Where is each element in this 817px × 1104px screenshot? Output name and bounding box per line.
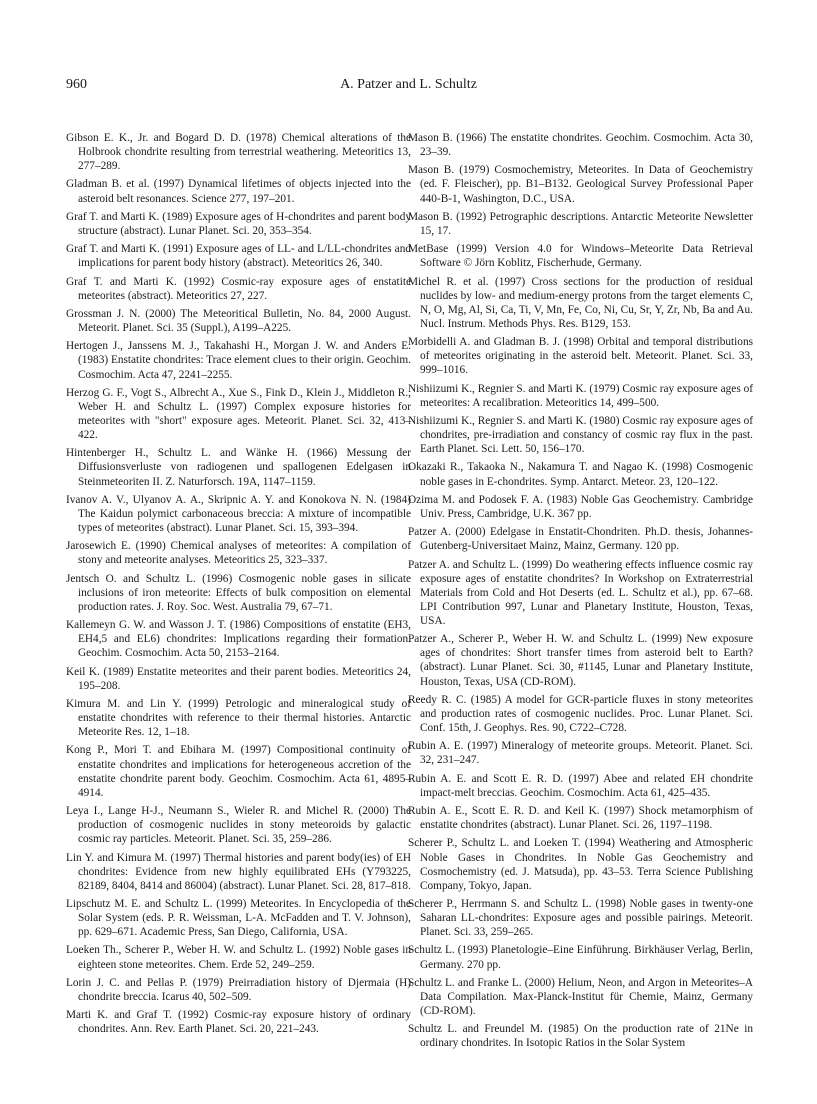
- reference-entry: Lipschutz M. E. and Schultz L. (1999) Meteorites. In Encyclopedia of the Solar System (eds. P. R. Weissman, L-A. McFadden and T. V. Johnson), pp. 629–671. Academic Press, San Diego, California, USA.: [66, 897, 411, 939]
- reference-entry: Mason B. (1992) Petrographic descriptions. Antarctic Meteorite Newsletter 15, 17.: [408, 210, 753, 237]
- reference-entry: Hintenberger H., Schultz L. and Wänke H. (1966) Messung der Diffusionsverluste von radiogenen und spallogenen Edelgasen in Steinmeteoriten II. Z. Naturforsch. 19A, 1147–1159.: [66, 447, 411, 488]
- reference-entry: Herzog G. F., Vogt S., Albrecht A., Xue S., Fink D., Klein J., Middleton R., Weber H. and Schultz L. (1997) Complex exposure histories for meteorites with "short" exposure ages. Meteorit. Planet. Sci. 32, 413–422.: [66, 386, 411, 442]
- reference-entry: Scherer P., Herrmann S. and Schultz L. (1998) Noble gases in twenty-one Saharan LL-chondrites: Exposure ages and possible pairings. Meteorit. Planet. Sci. 33, 259–265.: [408, 897, 753, 939]
- reference-entry: Graf T. and Marti K. (1992) Cosmic-ray exposure ages of enstatite meteorites (abstract). Meteoritics 27, 227.: [66, 275, 411, 302]
- reference-entry: Patzer A. (2000) Edelgase in Enstatit-Chondriten. Ph.D. thesis, Johannes-Gutenberg-Universitaet Mainz, Mainz, Germany. 120 pp.: [408, 526, 753, 553]
- reference-entry: Gibson E. K., Jr. and Bogard D. D. (1978) Chemical alterations of the Holbrook chondrite resulting from terrestrial weathering. Meteoritics 13, 277–289.: [66, 132, 411, 173]
- reference-entry: Ozima M. and Podosek F. A. (1983) Noble Gas Geochemistry. Cambridge Univ. Press, Cambridge, U.K. 367 pp.: [408, 493, 753, 520]
- references-right-column: [408, 131, 753, 1055]
- reference-entry: Kallemeyn G. W. and Wasson J. T. (1986) Compositions of enstatite (EH3, EH4,5 and EL6) chondrites: Implications regarding their formation. Geochim. Cosmochim. Acta 50, 2153–2164.: [66, 619, 411, 660]
- reference-entry: Nishiizumi K., Regnier S. and Marti K. (1979) Cosmic ray exposure ages of meteorites: A recalibration. Meteoritics 14, 499–500.: [408, 382, 753, 409]
- running-head: A. Patzer and L. Schultz: [340, 77, 477, 92]
- reference-entry: Mason B. (1979) Cosmochemistry, Meteorites. In Data of Geochemistry (ed. F. Fleischer), pp. B1–B132. Geological Survey Professional Paper 440-B-1, Washington, D.C., USA.: [408, 164, 753, 205]
- reference-entry: Grossman J. N. (2000) The Meteoritical Bulletin, No. 84, 2000 August. Meteorit. Planet. Sci. 35 (Suppl.), A199–A225.: [66, 307, 411, 335]
- reference-entry: Patzer A. and Schultz L. (1999) Do weathering effects influence cosmic ray exposure ages of enstatite chondrites? In Workshop on Extraterrestrial Materials from Cold and Hot Deserts (ed. L. Schultz et al.), pp. 67–68. LPI Contribution 997, Lunar and Planetary Institute, Houston, Texas, USA.: [408, 558, 753, 627]
- reference-entry: Loeken Th., Scherer P., Weber H. W. and Schultz L. (1992) Noble gases in eighteen stone meteorites. Chem. Erde 52, 249–259.: [66, 944, 411, 971]
- reference-entry: Schultz L. and Franke L. (2000) Helium, Neon, and Argon in Meteorites–A Data Compilation. Max-Planck-Institut für Chemie, Mainz, Germany (CD-ROM).: [408, 976, 753, 1017]
- reference-entry: Mason B. (1966) The enstatite chondrites. Geochim. Cosmochim. Acta 30, 23–39.: [408, 132, 753, 159]
- reference-entry: Kimura M. and Lin Y. (1999) Petrologic and mineralogical study of enstatite chondrites with reference to their thermal histories. Antarctic Meteorite Res. 12, 1–18.: [66, 698, 411, 739]
- reference-entry: Rubin A. E. and Scott E. R. D. (1997) Abee and related EH chondrite impact-melt breccias. Geochim. Cosmochim. Acta 61, 425–435.: [408, 772, 753, 799]
- reference-entry: Scherer P., Schultz L. and Loeken T. (1994) Weathering and Atmospheric Noble Gases in Chondrites. In Noble Gas Geochemistry and Cosmochemistry (ed. J. Matsuda), pp. 43–53. Terra Science Publishing Company, Tokyo, Japan.: [408, 837, 753, 892]
- reference-entry: Graf T. and Marti K. (1989) Exposure ages of H-chondrites and parent body structure (abstract). Lunar Planet. Sci. 20, 353–354.: [66, 210, 411, 237]
- references-left-column: [66, 131, 411, 1041]
- reference-entry: Marti K. and Graf T. (1992) Cosmic-ray exposure history of ordinary chondrites. Ann. Rev. Earth Planet. Sci. 20, 221–243.: [66, 1009, 411, 1036]
- reference-entry: Patzer A., Scherer P., Weber H. W. and Schultz L. (1999) New exposure ages of chondrites: Short transfer times from asteroid belt to Earth? (abstract). Lunar Planet. Sci. 30, #1145, Lunar and Planetary Institute, Houston, Texas, USA (CD-ROM).: [408, 633, 753, 688]
- reference-entry: Lin Y. and Kimura M. (1997) Thermal histories and parent body(ies) of EH chondrites: Evidence from new highly equilibrated EHs (Y793225, 82189, 8404, 8414 and 86004) (abstract). Lunar Planet. Sci. 28, 817–818.: [66, 851, 411, 892]
- reference-entry: Morbidelli A. and Gladman B. J. (1998) Orbital and temporal distributions of meteorites originating in the asteroid belt. Meteorit. Planet. Sci. 33, 999–1016.: [408, 336, 753, 377]
- reference-entry: Jarosewich E. (1990) Chemical analyses of meteorites: A compilation of stony and meteorite analyses. Meteoritics 25, 323–337.: [66, 540, 411, 567]
- reference-entry: Rubin A. E. (1997) Mineralogy of meteorite groups. Meteorit. Planet. Sci. 32, 231–247.: [408, 740, 753, 767]
- reference-entry: Keil K. (1989) Enstatite meteorites and their parent bodies. Meteoritics 24, 195–208.: [66, 665, 411, 692]
- reference-entry: Jentsch O. and Schultz L. (1996) Cosmogenic noble gases in silicate inclusions of iron meteorite: Effects of bulk composition on elemental production rates. J. Roy. Soc. West. Australia 79, 67–71.: [66, 572, 411, 613]
- reference-entry: Lorin J. C. and Pellas P. (1979) Preirradiation history of Djermaia (H) chondrite breccia. Icarus 40, 502–509.: [66, 976, 411, 1003]
- reference-entry: Nishiizumi K., Regnier S. and Marti K. (1980) Cosmic ray exposure ages of chondrites, pre-irradiation and constancy of cosmic ray flux in the past. Earth Planet. Sci. Lett. 50, 156–170.: [408, 415, 753, 456]
- reference-entry: Reedy R. C. (1985) A model for GCR-particle fluxes in stony meteorites and production rates of cosmogenic nuclides. Proc. Lunar Planet. Sci. Conf. 15th, J. Geophys. Res. 90, C722–C728.: [408, 693, 753, 734]
- reference-entry: Schultz L. and Freundel M. (1985) On the production rate of 21Ne in ordinary chondrites. In Isotopic Ratios in the Solar System: [408, 1023, 753, 1050]
- reference-entry: Leya I., Lange H-J., Neumann S., Wieler R. and Michel R. (2000) The production of cosmogenic nuclides in stony meteoroids by galactic cosmic ray particles. Meteorit. Planet. Sci. 35, 259–286.: [66, 805, 411, 846]
- reference-entry: Kong P., Mori T. and Ebihara M. (1997) Compositional continuity of enstatite chondrites and implications for heterogeneous accretion of the enstatite chondrite parent body. Geochim. Cosmochim. Acta 61, 4895–4914.: [66, 744, 411, 799]
- reference-entry: Graf T. and Marti K. (1991) Exposure ages of LL- and L/LL-chondrites and implications for parent body history (abstract). Meteoritics 26, 340.: [66, 243, 411, 270]
- page-number: 960: [66, 77, 87, 92]
- reference-entry: Hertogen J., Janssens M. J., Takahashi H., Morgan J. W. and Anders E. (1983) Enstatite chondrites: Trace element clues to their origin. Geochim. Cosmochim. Acta 47, 2241–2255.: [66, 340, 411, 381]
- reference-entry: Rubin A. E., Scott E. R. D. and Keil K. (1997) Shock metamorphism of enstatite chondrites (abstract). Lunar Planet. Sci. 26, 1197–1198.: [408, 805, 753, 832]
- reference-entry: MetBase (1999) Version 4.0 for Windows–Meteorite Data Retrieval Software © Jörn Koblitz, Fischerhude, Germany.: [408, 243, 753, 270]
- reference-entry: Gladman B. et al. (1997) Dynamical lifetimes of objects injected into the asteroid belt resonances. Science 277, 197–201.: [66, 178, 411, 205]
- reference-entry: Ivanov A. V., Ulyanov A. A., Skripnic A. Y. and Konokova N. N. (1984) The Kaidun polymict carbonaceous breccia: A mixture of incompatible types of meteorites (abstract). Lunar Planet. Sci. 15, 393–394.: [66, 493, 411, 535]
- reference-entry: Michel R. et al. (1997) Cross sections for the production of residual nuclides by low- and medium-energy protons from the target elements C, N, O, Mg, Al, Si, Ca, Ti, V, Mn, Fe, Co, Ni, Cu, Sr, Y, Zr, Nb, Ba and Au. Nucl. Instrum. Methods Phys. Res. B129, 153.: [408, 275, 753, 330]
- reference-entry: Okazaki R., Takaoka N., Nakamura T. and Nagao K. (1998) Cosmogenic noble gases in E-chondrites. Symp. Antarct. Meteor. 23, 120–122.: [408, 461, 753, 488]
- reference-entry: Schultz L. (1993) Planetologie–Eine Einführung. Birkhäuser Verlag, Berlin, Germany. 270 pp.: [408, 944, 753, 971]
